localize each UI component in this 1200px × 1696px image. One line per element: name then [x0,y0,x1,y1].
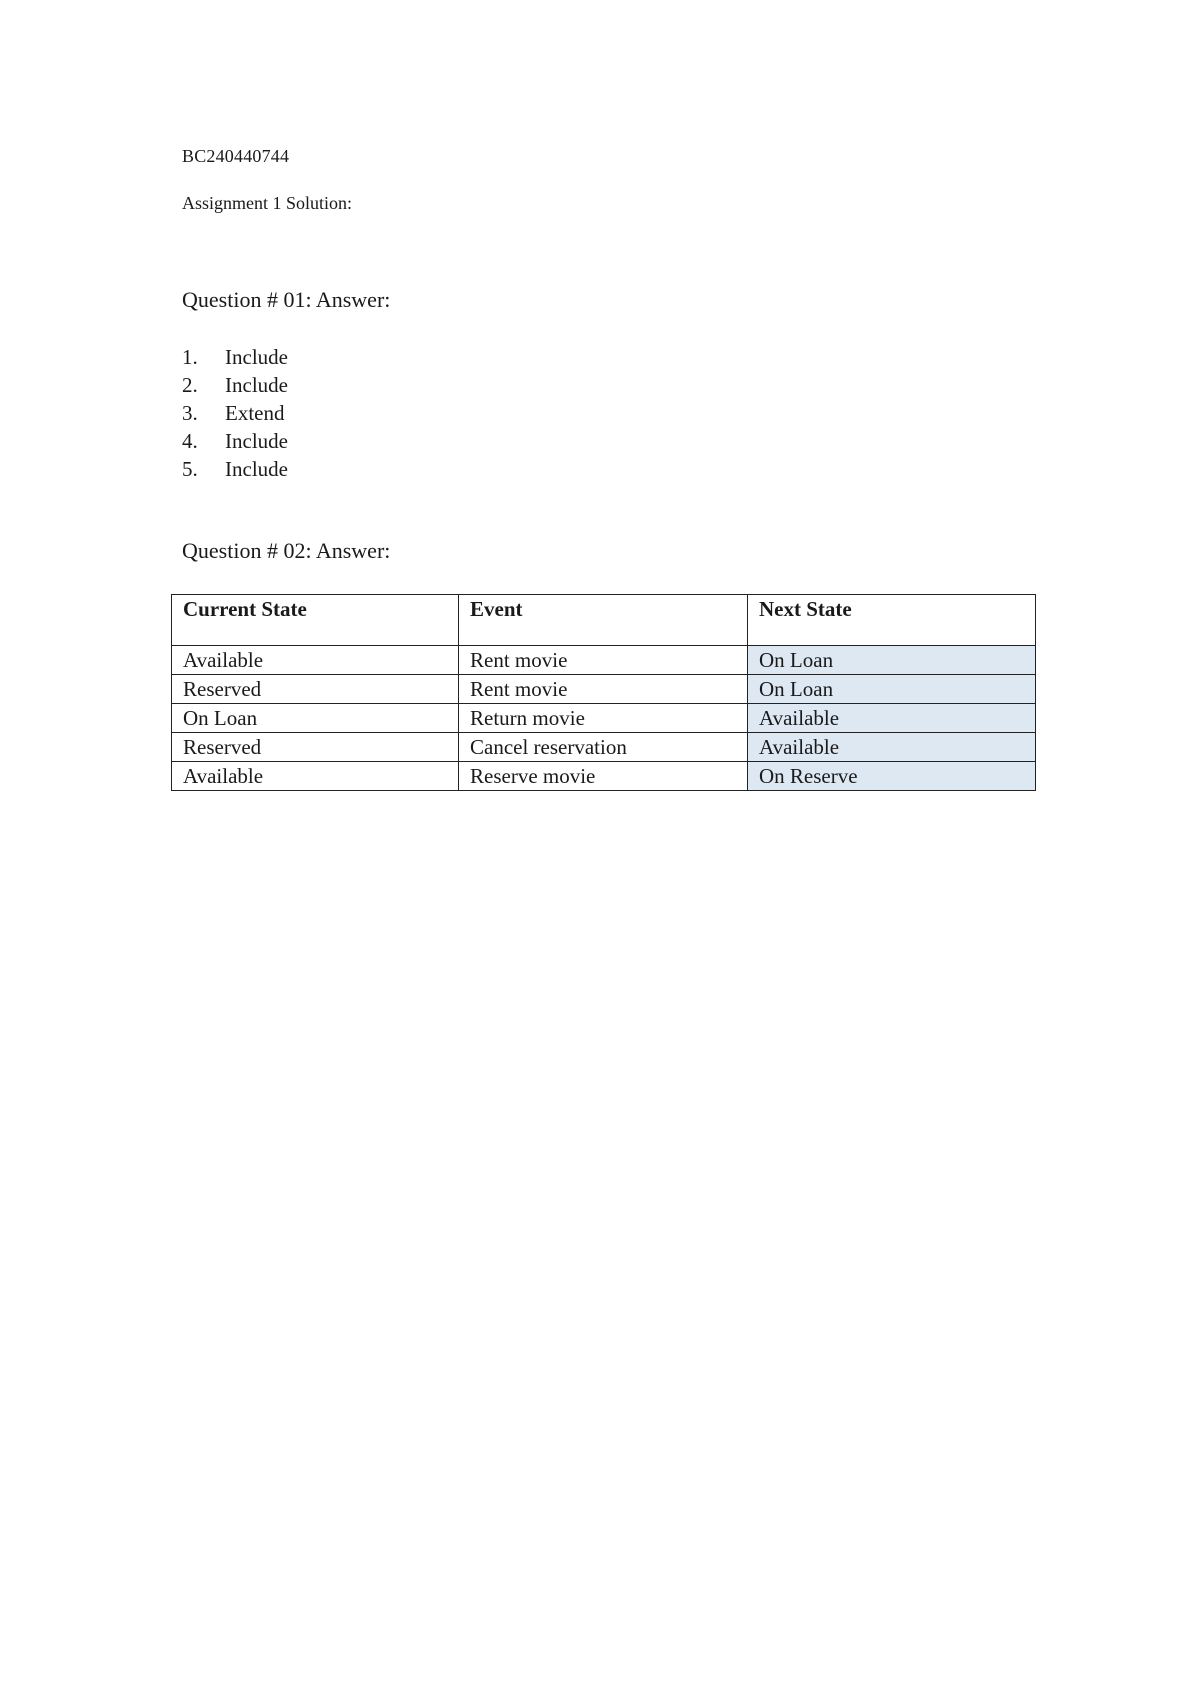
cell-next-state: Available [748,704,1036,733]
question-1-heading: Question # 01: Answer: [182,287,391,312]
cell-current-state: Available [172,762,459,791]
answer-item [182,399,288,427]
cell-current-state: On Loan [172,704,459,733]
cell-current-state: Reserved [172,733,459,762]
cell-next-state: On Reserve [748,762,1036,791]
answer-text: Include [225,457,288,481]
cell-next-state: On Loan [748,675,1036,704]
cell-event: Rent movie [459,675,748,704]
answer-number: 5. [182,457,198,481]
answer-text: Include [225,373,288,397]
answer-item [182,427,288,455]
cell-current-state: Reserved [172,675,459,704]
cell-next-state: On Loan [748,646,1036,675]
header-next-state: Next State [748,595,1036,646]
answer-number: 4. [182,429,198,453]
header-event: Event [459,595,748,646]
answer-text: Include [225,345,288,369]
table-header-row [172,595,1036,646]
assignment-title: Assignment 1 Solution: [182,193,353,213]
question-1-answer-list [182,343,288,483]
answer-number: 1. [182,345,198,369]
table-row [172,704,1036,733]
table-row [172,733,1036,762]
question-2-heading: Question # 02: Answer: [182,538,391,563]
answer-text: Include [225,429,288,453]
answer-item [182,343,288,371]
cell-event: Cancel reservation [459,733,748,762]
cell-event: Reserve movie [459,762,748,791]
answer-item [182,371,288,399]
answer-number: 3. [182,401,198,425]
answer-text: Extend [225,401,285,425]
cell-next-state: Available [748,733,1036,762]
table-row [172,646,1036,675]
answer-item [182,455,288,483]
table-row [172,675,1036,704]
cell-event: Rent movie [459,646,748,675]
cell-current-state: Available [172,646,459,675]
cell-event: Return movie [459,704,748,733]
table-row [172,762,1036,791]
answer-number: 2. [182,373,198,397]
header-current-state: Current State [172,595,459,646]
state-transition-table [171,594,1036,791]
student-id: BC240440744 [182,146,290,166]
